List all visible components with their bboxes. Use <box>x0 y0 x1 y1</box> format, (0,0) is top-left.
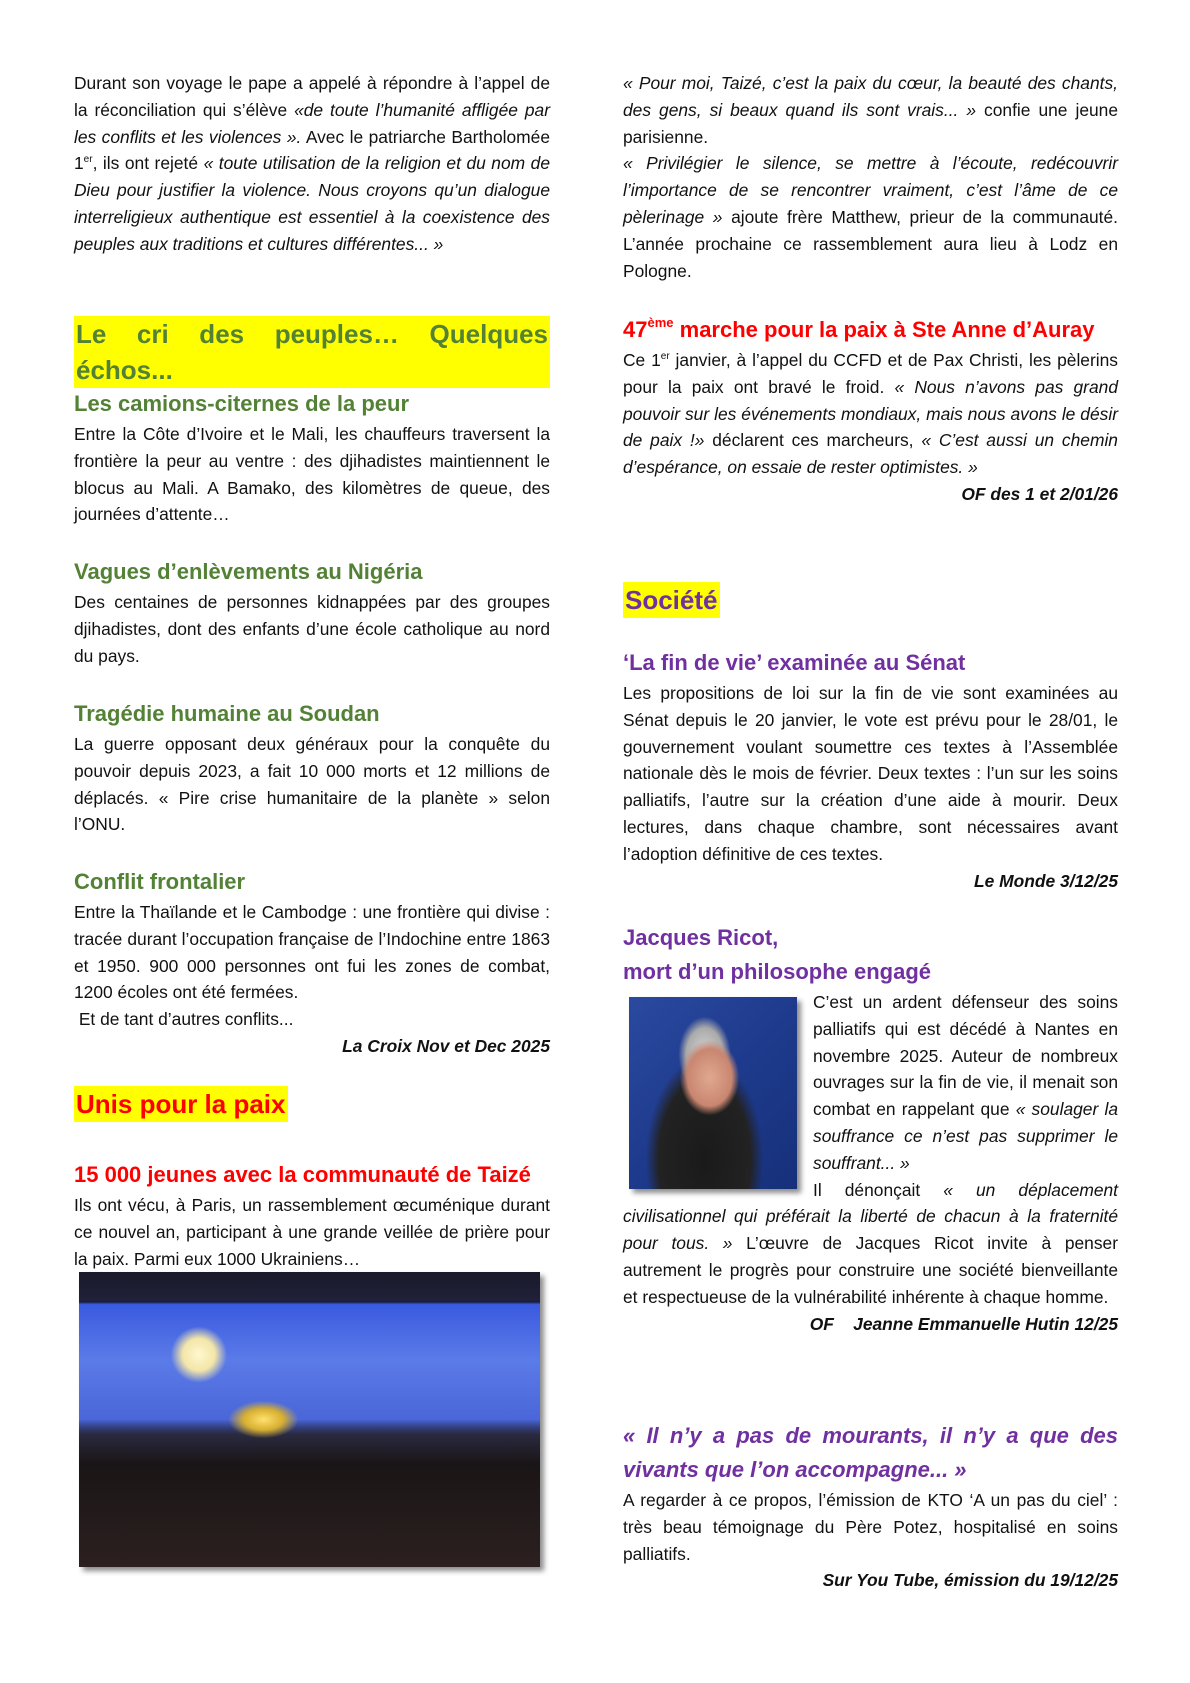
title-part: marche pour la paix à Ste Anne d’Auray <box>673 317 1095 342</box>
source: Le Monde 3/12/25 <box>973 870 1118 891</box>
article-text: Les propositions de loi sur la fin de vie sont examinées au Sénat depuis le 20 janvier, le vote est prévu pour le 28/01, le gouvernement voulant soumettre ces textes à l’Assemblée nationale dès le mois de février. Deux textes : l’un sur les soins palliatifs, l’autre sur la création d’une aide à mourir. Deux lectures, dans chaque chambre, sont nécessaires avant l’adoption définitive de ces textes. <box>623 683 1118 864</box>
article-title <box>623 313 1118 347</box>
section-title-paix: Unis pour la paix <box>74 1086 288 1122</box>
article-title: Vagues d’enlèvements au Nigéria <box>74 559 423 584</box>
quote: « C’est aussi un chemin d’espérance, on essaie de rester optimistes. » <box>623 430 1118 478</box>
text: janvier, à l’appel du CCFD et de Pax Christi, les pèlerins pour la paix ont bravé le froid. <box>623 350 1118 397</box>
article-title: Les camions-citernes de la peur <box>74 391 410 416</box>
source: Sur You Tube, émission du 19/12/25 <box>822 1570 1118 1591</box>
text: déclarent ces marcheurs, <box>704 430 922 451</box>
quote: « Nous n’avons pas grand pouvoir sur les événements mondiaux, mais nous avons le désir de paix !» <box>623 376 1118 451</box>
text: , ils ont rejeté <box>92 153 204 174</box>
article-soudan <box>74 697 550 838</box>
article-fin-de-vie <box>623 646 1118 894</box>
article-subtitle: mort d’un philosophe engagé <box>623 959 931 984</box>
article-nigeria <box>74 555 550 669</box>
article-title: Conflit frontalier <box>74 869 246 894</box>
quote: « soulager la souffrance ce n’est pas supprimer le souffrant... » <box>813 1099 1118 1173</box>
article-text: A regarder à ce propos, l’émission de KTO ‘A un pas du ciel’ : très beau témoignage du Père Potez, hospitalisé en soins palliatifs. <box>623 1490 1118 1564</box>
quote: « toute utilisation de la religion et du nom de Dieu pour justifier la violence. Nous croyons qu’un dialogue interreligieux authentique est essentiel à la coexistence des peuples aux traditions et cultures différentes... » <box>74 153 550 254</box>
article-title: ‘La fin de vie’ examinée au Sénat <box>623 650 966 675</box>
jacques-ricot-photo <box>629 997 797 1189</box>
taize-quotes <box>623 70 1118 284</box>
article-ricot <box>623 921 1118 1337</box>
superscript: er <box>660 351 670 362</box>
text: L’œuvre de Jacques Ricot invite à penser autrement le progrès pour construire une société bienveillante et respectueuse de la vulnérabilité inhérente à chaque homme. <box>623 1233 1118 1307</box>
article-text: Entre la Thaïlande et le Cambodge : une frontière qui divise : tracée durant l’occupation française de l’Indochine entre 1863 et 1950. 900 000 personnes ont fui les zones de combat, 1200 écoles ont été fermées. <box>74 902 550 1003</box>
intro-paragraph <box>74 70 550 258</box>
superscript: ème <box>647 315 674 330</box>
article-kto <box>623 1419 1118 1594</box>
text: Avec le patriarche Bartholomée 1 <box>74 126 550 174</box>
article-title: Tragédie humaine au Soudan <box>74 701 380 726</box>
text: Durant son voyage le pape a appelé à répondre à l’appel de la réconciliation qui s’élève <box>74 73 550 120</box>
source: OF Jeanne Emmanuelle Hutin 12/25 <box>809 1313 1118 1334</box>
article-camions <box>74 387 550 528</box>
article-text: Et de tant d’autres conflits... <box>74 1009 294 1030</box>
source: OF des 1 et 2/01/26 <box>961 483 1118 504</box>
article-conflit <box>74 865 550 1060</box>
article-text <box>623 989 1118 1311</box>
quote: « Pour moi, Taizé, c’est la paix du cœur, la beauté des chants, des gens, si beaux quand ils sont vrais... » <box>623 73 1118 120</box>
article-text: La guerre opposant deux généraux pour la conquête du pouvoir depuis 2023, a fait 10 000 morts et 12 millions de déplacés. « Pire crise humanitaire de la planète » selon l’ONU. <box>74 734 550 835</box>
article-text: Ils ont vécu, à Paris, un rassemblement œcuménique durant ce nouvel an, participant à une grande veillée de prière pour la paix. Parmi eux 1000 Ukrainiens… <box>74 1195 550 1269</box>
article-title: « Il n’y a pas de mourants, il n’y a que des vivants que l’on accompagne... » <box>623 1423 1118 1482</box>
section-title-cri: Le cri des peuples… Quelques échos... <box>74 316 550 388</box>
article-text <box>623 347 1118 481</box>
article-taize <box>74 1158 594 1272</box>
text: Il dénonçait <box>813 1179 944 1200</box>
quote: « un déplacement civilisationnel qui préférait la liberté de chacun à la fraternité pour tous. » <box>623 1179 1119 1254</box>
superscript: er <box>83 154 93 166</box>
text: confie une jeune parisienne. <box>623 99 1119 147</box>
quote: «de toute l’humanité affligée par les conflits et les violences ». <box>74 99 550 147</box>
article-title: 15 000 jeunes avec la communauté de Taizé <box>74 1162 531 1187</box>
section-title-societe: Société <box>623 582 720 618</box>
quote: « Privilégier le silence, se mettre à l’écoute, redécouvrir l’importance de se rencontrer vraiment, c’est l’âme de ce pèlerinage » <box>623 153 1118 227</box>
text: ajoute frère Matthew, prieur de la communauté. L’année prochaine ce rassemblement aura lieu à Lodz en Pologne. <box>623 206 1118 281</box>
text: C’est un ardent défenseur des soins palliatifs qui est décédé à Nantes en novembre 2025. Auteur de nombreux ouvrages sur la fin de vie, il menait son combat en rappelant que <box>813 992 1118 1120</box>
taize-gathering-photo <box>79 1272 540 1567</box>
article-text: Entre la Côte d’Ivoire et le Mali, les chauffeurs traversent la frontière la peur au ventre : des djihadistes maintiennent le blocus au Mali. A Bamako, des kilomètres de queue, des journées d’attente… <box>74 424 550 525</box>
article-text: Des centaines de personnes kidnappées par des groupes djihadistes, dont des enfants d’une école catholique au nord du pays. <box>74 592 550 666</box>
article-marche <box>623 313 1118 508</box>
title-part: 47 <box>623 317 648 342</box>
article-title: Jacques Ricot, <box>623 925 779 950</box>
text: Ce 1 <box>623 350 661 370</box>
source: La Croix Nov et Dec 2025 <box>342 1035 550 1056</box>
